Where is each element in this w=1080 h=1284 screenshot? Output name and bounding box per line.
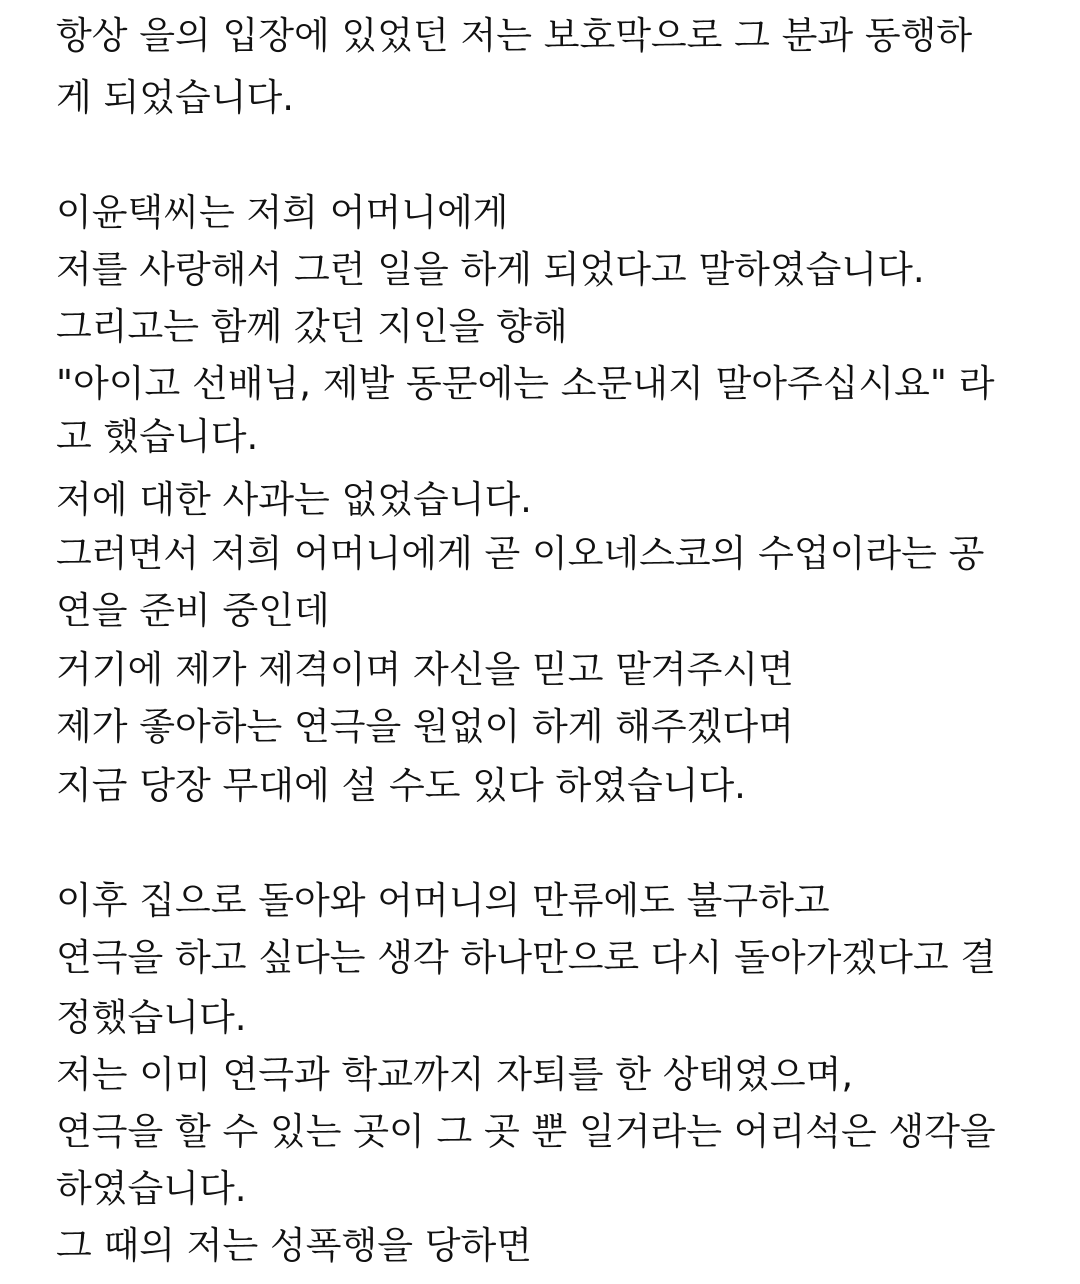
text-line: 지금 당장 무대에 설 수도 있다 하였습니다. xyxy=(56,764,746,807)
text-line: 항상 을의 입장에 있었던 저는 보호막으로 그 분과 동행하 xyxy=(56,14,973,57)
text-line: 그리고는 함께 갔던 지인을 향해 xyxy=(56,305,568,348)
text-line: 이후 집으로 돌아와 어머니의 만류에도 불구하고 xyxy=(56,879,830,922)
text-line: "아이고 선배님, 제발 동문에는 소문내지 말아주십시요" 라 xyxy=(56,362,995,405)
text-line: 저는 이미 연극과 학교까지 자퇴를 한 상태였으며, xyxy=(56,1053,854,1096)
text-line: 그러면서 저희 어머니에게 곧 이오네스코의 수업이라는 공 xyxy=(56,532,985,575)
text-line: 고 했습니다. xyxy=(56,415,259,458)
text-line: 정했습니다. xyxy=(56,996,247,1039)
text-line: 저에 대한 사과는 없었습니다. xyxy=(56,478,532,521)
text-line: 연극을 하고 싶다는 생각 하나만으로 다시 돌아가겠다고 결 xyxy=(56,936,997,979)
text-line: 하였습니다. xyxy=(56,1167,247,1210)
text-line: 제가 좋아하는 연극을 원없이 하게 해주겠다며 xyxy=(56,705,794,748)
text-line: 저를 사랑해서 그런 일을 하게 되었다고 말하였습니다. xyxy=(56,248,925,291)
text-line: 게 되었습니다. xyxy=(56,76,294,119)
text-line: 이윤택씨는 저희 어머니에게 xyxy=(56,191,509,234)
text-line: 그 때의 저는 성폭행을 당하면 xyxy=(56,1224,532,1267)
text-line: 연을 준비 중인데 xyxy=(56,589,330,632)
text-line: 연극을 할 수 있는 곳이 그 곳 뿐 일거라는 어리석은 생각을 xyxy=(56,1110,996,1153)
text-line: 거기에 제가 제격이며 자신을 믿고 맡겨주시면 xyxy=(56,648,794,691)
